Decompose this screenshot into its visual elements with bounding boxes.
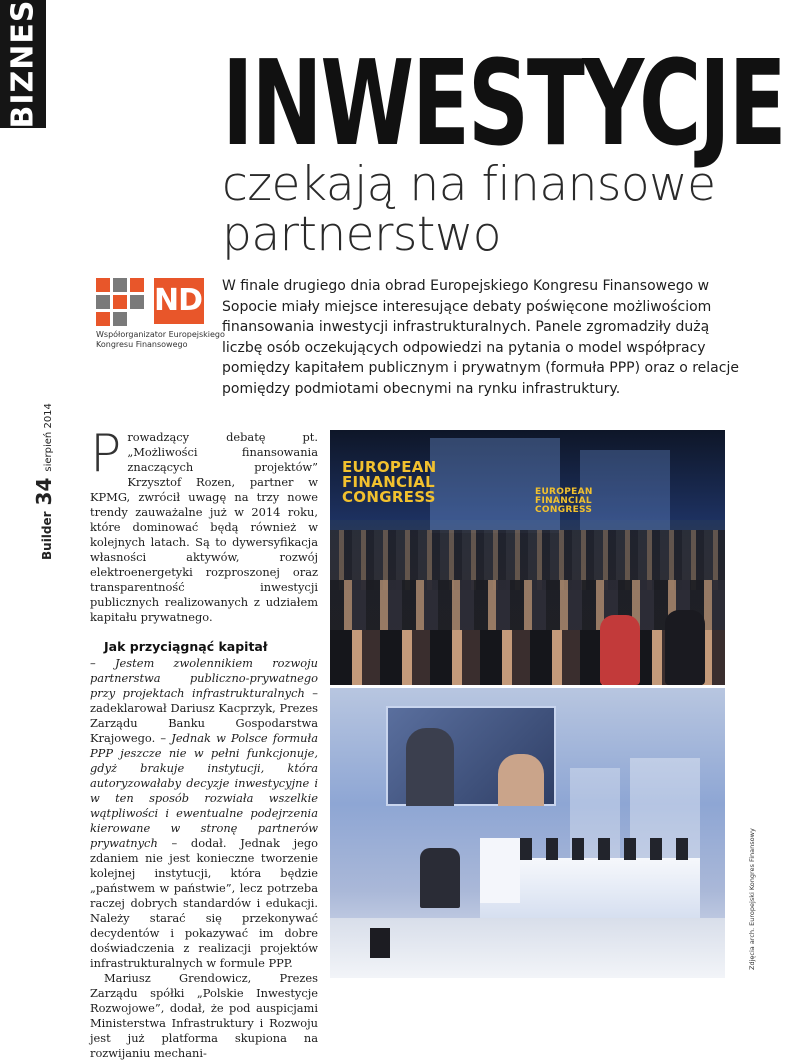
efc-banner-small	[535, 488, 593, 515]
photo-stage-panel	[330, 688, 725, 978]
logo-caption-line2: Kongresu Finansowego	[96, 340, 188, 349]
folio-page-number: 34	[32, 477, 56, 506]
paragraph-2	[90, 656, 318, 971]
quote-2: Jednak w Polsce formuła PPP jeszcze nie w pełni funkcjonuje, gdyż brakuje instytucji, która autoryzowałaby decyzje inwestycyjne i w ten sposób rozwiała wszelkie wątpliwości i ewentualne podejrzenia kierowane w stronę partnerów prywatnych	[90, 731, 318, 850]
photo-credit: Zdjęcia arch. Europejski Kongres Finansowy	[748, 828, 756, 970]
logo-mark: NDI	[154, 278, 204, 324]
paragraph-2-text-2: – dodał. Jednak jego zdaniem nie jest konieczne tworzenie kolejnej instytucji, która będzie „państwem w państwie”, lecz potrzeba raczej dobrych standardów i edukacji. Należy starać się przekonywać decydentów i pokazywać im dobre doświadczenia z realizacji projektów infrastrukturalnych w formule PPP.	[90, 836, 318, 970]
logo-caption	[96, 330, 236, 350]
folio	[32, 390, 54, 560]
subtitle: czekają na finansowe partnerstwo	[222, 157, 716, 262]
folio-magazine: Builder	[40, 511, 54, 560]
banner-line: FINANCIAL	[535, 496, 592, 506]
logo-caption-line1: Współorganizator Europejskiego	[96, 330, 225, 339]
banner-line: FINANCIAL	[342, 473, 436, 491]
banner-line: CONGRESS	[535, 505, 593, 515]
banner-line: CONGRESS	[342, 488, 436, 506]
quote-1: – Jestem zwolennikiem rozwoju partnerstwa publiczno-prywatnego przy projektach infrastrukturalnych	[90, 656, 318, 700]
efc-banner-large	[342, 460, 437, 505]
folio-date: sierpień 2014	[43, 403, 54, 472]
presentation-screen	[386, 706, 556, 806]
body-column	[90, 424, 318, 1061]
lead-paragraph: W finale drugiego dnia obrad Europejskiego Kongresu Finansowego w Sopocie miały miejsce interesujące debaty poświęcone możliwościom finansowania inwestycji infrastrukturalnych. Panele zgromadziły dużą liczbę osób oczekujących odpowiedzi na pytania o model współpracy pomiędzy kapitałem publicznym i prywatnym (formuła PPP) oraz o relacje pomiędzy podmiotami obecnymi na rynku infrastruktury.	[222, 278, 739, 397]
section-label: BIZNES	[5, 0, 41, 129]
section-heading: Jak przyciągnąć kapitał	[104, 639, 268, 654]
logo-grid-icon	[96, 278, 146, 326]
drop-cap: P	[90, 424, 122, 484]
banner-line: EUROPEAN	[342, 458, 437, 476]
paragraph-2-text-1: – zadeklarował Dariusz Kacprzyk, Prezes Zarządu Banku Gospodarstwa Krajowego. –	[90, 686, 318, 745]
paragraph-3: Mariusz Grendowicz, Prezes Zarządu spółki „Polskie Inwestycje Rozwojowe”, dodał, że pod auspicjami Ministerstwa Infrastruktury i Rozwoju jest już platforma skupiona na rozwijaniu mechani-	[90, 971, 318, 1060]
photo-auditorium	[330, 430, 725, 685]
paragraph-1	[90, 424, 318, 625]
ndi-logo	[96, 278, 225, 358]
paragraph-1-text: rowadzący debatę pt. „Możliwości finansowania znaczących projektów” Krzysztof Rozen, partner w KPMG, zwrócił uwagę na trzy nowe trendy zauważalne już w 2014 roku, które dominować będą również w kolejnych latach. Są to dywersyfikacja własności aktywów, rozwój elektroenergetyki rozproszonej oraz transparentność inwestycji publicznych realizowanych z udziałem kapitału prywatnego.	[90, 430, 318, 624]
headline: INWESTYCJE	[222, 34, 785, 172]
banner-line: EUROPEAN	[535, 487, 593, 497]
section-tab	[0, 0, 46, 128]
